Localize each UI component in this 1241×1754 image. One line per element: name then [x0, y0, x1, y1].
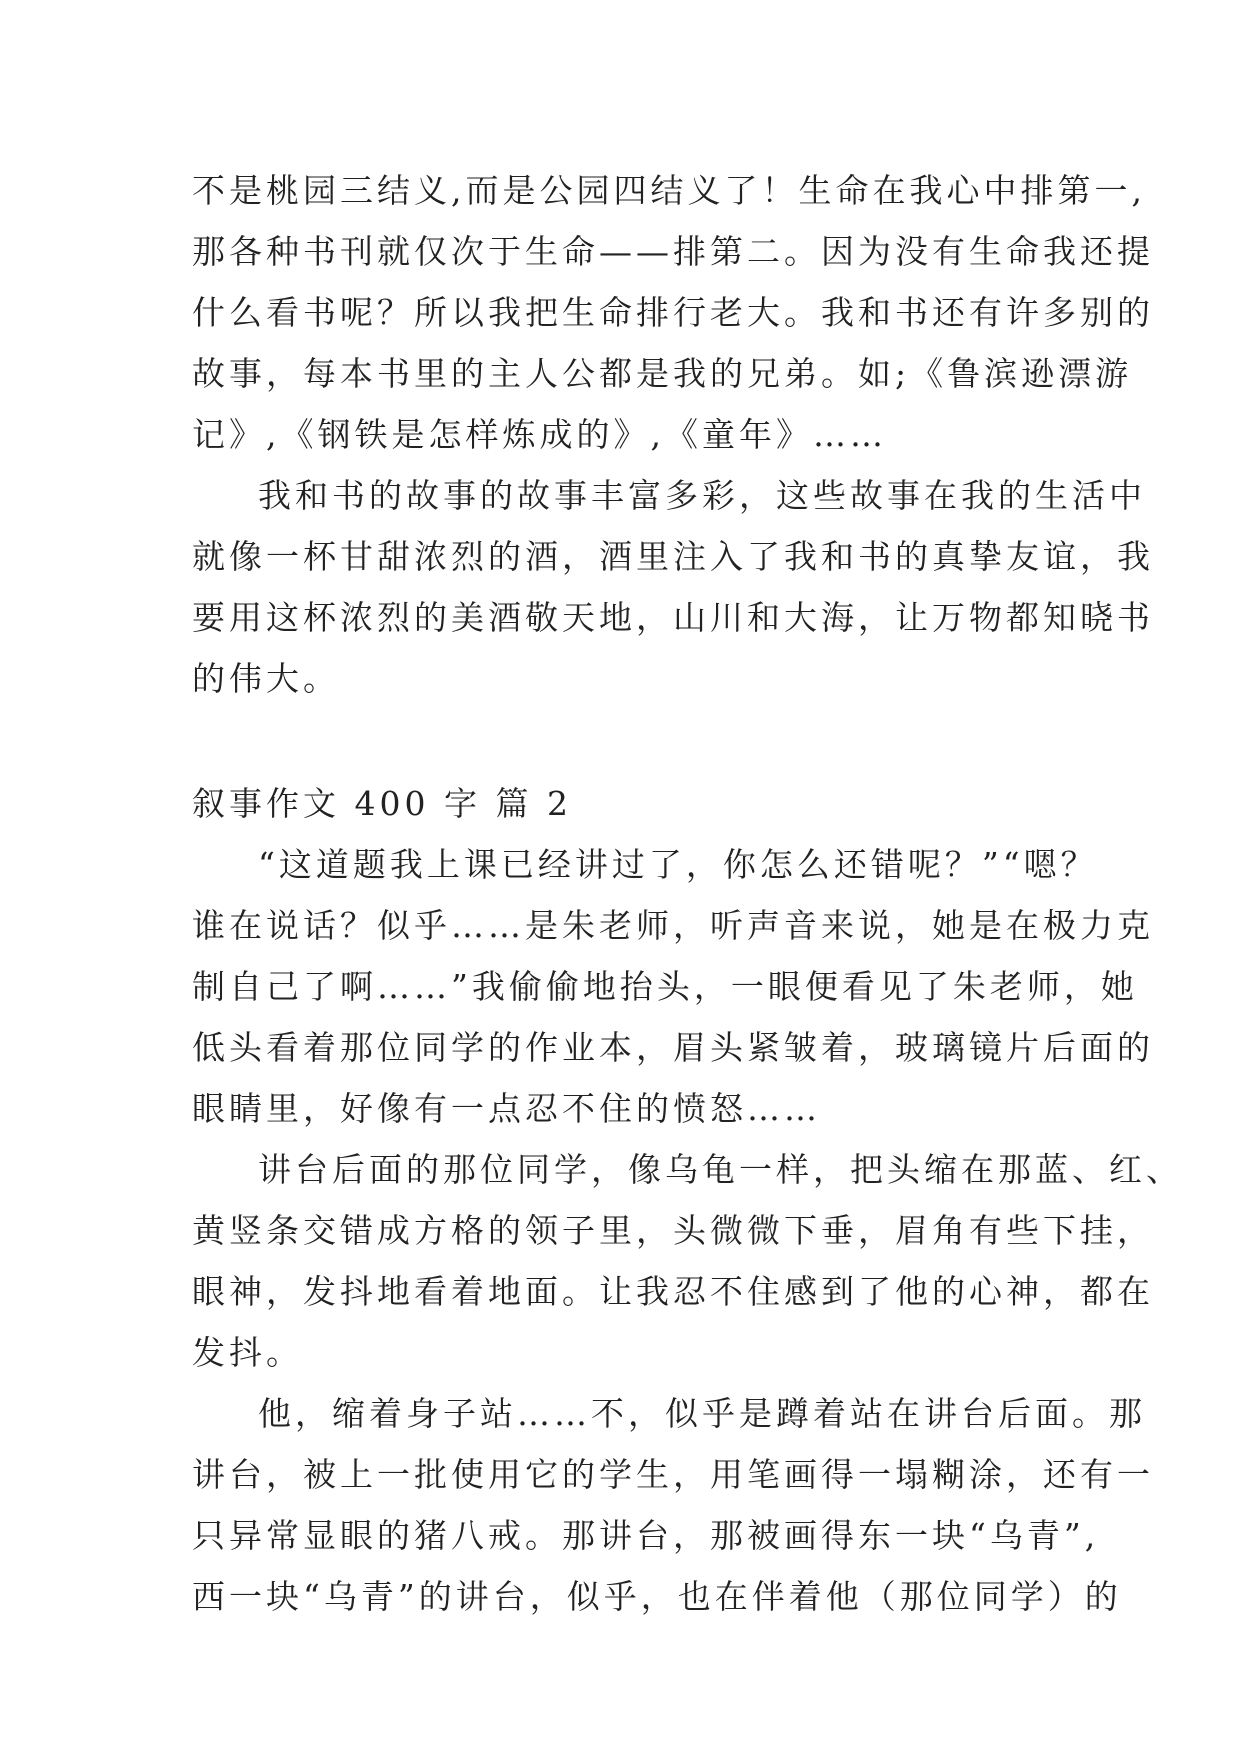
text-line: 不是桃园三结义,而是公园四结义了！生命在我心中排第一,	[192, 171, 1146, 210]
text-line: 只异常显眼的猪八戒。那讲台，那被画得东一块“乌青”,	[192, 1516, 1100, 1555]
text-line: 记》,《钢铁是怎样炼成的》,《童年》……	[192, 415, 887, 454]
text-line: 西一块“乌青”的讲台，似乎，也在伴着他（那位同学）的	[192, 1577, 1122, 1616]
text-line: 的伟大。	[192, 659, 340, 698]
text-line: 谁在说话？似乎……是朱老师，听声音来说，她是在极力克	[192, 906, 1154, 945]
text-line: 那各种书刊就仅次于生命——排第二。因为没有生命我还提	[192, 232, 1154, 271]
text-line: 就像一杯甘甜浓烈的酒，酒里注入了我和书的真挚友谊，我	[192, 537, 1154, 576]
text-line: 讲台，被上一批使用它的学生，用笔画得一塌糊涂，还有一	[192, 1455, 1154, 1494]
text-line: 发抖。	[192, 1333, 303, 1372]
paragraph	[192, 834, 1154, 1139]
text-line: 制自己了啊……”我偷偷地抬头，一眼便看见了朱老师，她	[192, 967, 1138, 1006]
text-line: 讲台后面的那位同学，像乌龟一样，把头缩在那蓝、红、	[258, 1150, 1183, 1189]
text-line: 眼神，发抖地看着地面。让我忍不住感到了他的心神，都在	[192, 1272, 1154, 1311]
text-line: 故事，每本书里的主人公都是我的兄弟。如;《鲁滨逊漂游	[192, 354, 1133, 393]
text-line: 眼睛里，好像有一点忍不住的愤怒……	[192, 1089, 821, 1128]
document-body	[192, 160, 1183, 1627]
paragraph	[192, 465, 1154, 709]
text-line: 他，缩着身子站……不，似乎是蹲着站在讲台后面。那	[258, 1394, 1146, 1433]
text-line: 黄竖条交错成方格的领子里，头微微下垂，眉角有些下挂，	[192, 1211, 1154, 1250]
text-line: 低头看着那位同学的作业本，眉头紧皱着，玻璃镜片后面的	[192, 1028, 1154, 1067]
section-heading	[192, 773, 1072, 834]
text-line: “这道题我上课已经讲过了，你怎么还错呢？”“嗯？	[258, 845, 1098, 884]
paragraph	[192, 1139, 1183, 1383]
paragraph	[192, 160, 1154, 465]
text-line: 要用这杯浓烈的美酒敬天地，山川和大海，让万物都知晓书	[192, 598, 1154, 637]
heading-text: 叙事作文 400 字 篇 2	[192, 784, 572, 823]
paragraph	[192, 1383, 1154, 1627]
text-line: 什么看书呢？所以我把生命排行老大。我和书还有许多别的	[192, 293, 1154, 332]
text-line: 我和书的故事的故事丰富多彩，这些故事在我的生活中	[258, 476, 1146, 515]
